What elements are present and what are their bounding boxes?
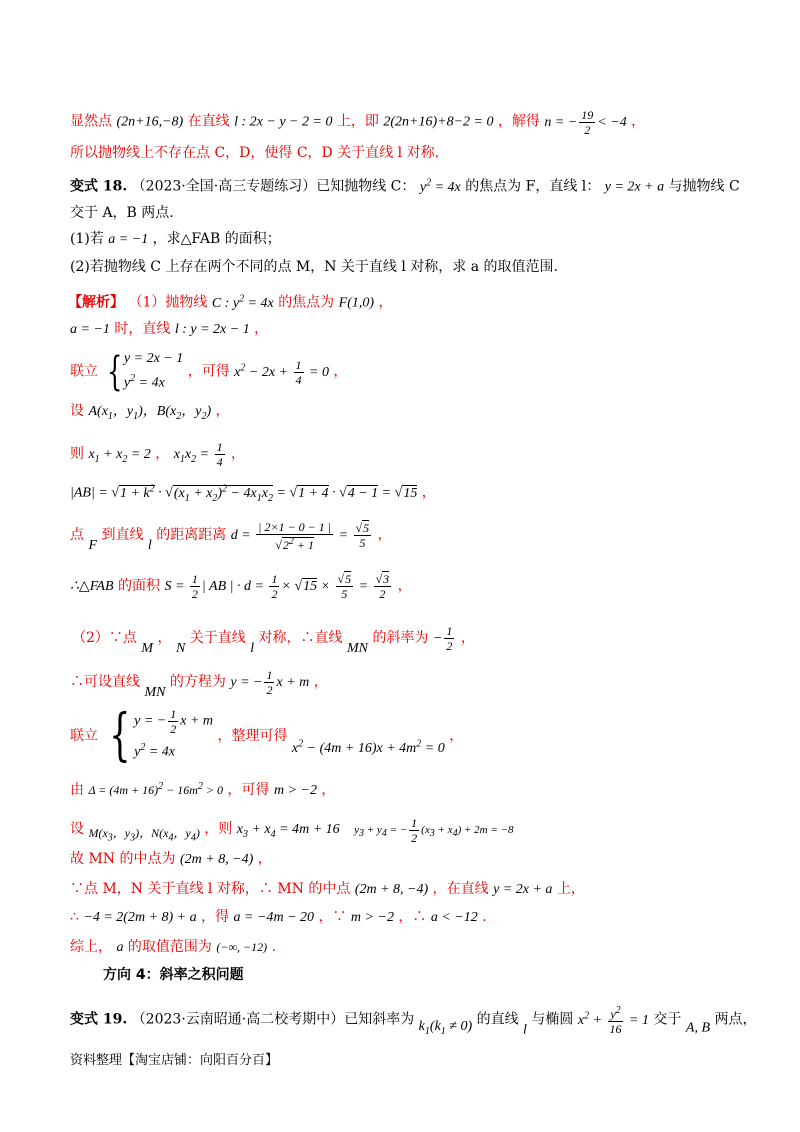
formula: $A(x_1$，$y_1$)，$B(x_2$，$y_2$) — [88, 404, 212, 422]
text: 的方程为 — [169, 674, 226, 690]
analysis-tag: 【解析】 — [68, 294, 124, 311]
text: 在直线 — [187, 113, 230, 130]
section-heading: 方向 4：斜率之积问题 — [103, 967, 244, 983]
text: 故 MN 的中点为 — [70, 851, 176, 867]
text: ， — [378, 294, 393, 311]
text: ∴ — [70, 909, 79, 925]
line-14 — [70, 566, 740, 607]
text: 的焦点为 — [278, 294, 335, 311]
formula: $y^2 = 4x$ — [419, 177, 461, 195]
text: 联立 — [70, 728, 98, 744]
line-3 — [70, 172, 740, 199]
text: 设 — [70, 821, 84, 837]
text: 的斜率为 — [372, 630, 429, 646]
text: ， — [321, 782, 336, 798]
formula: C : $y^2 = 4x$ — [211, 293, 274, 311]
exercise-label: 变式 18. — [70, 178, 128, 195]
text: （2）∵点 — [72, 630, 137, 646]
text: ，整理可得 — [217, 728, 288, 744]
formula: $|AB| = √1 + k^2 \cdot √(x_1 + x_2)^2 - 4x_1x_2 = √1 + 4 \cdot √4 - 1 = √15$ — [70, 483, 418, 504]
line-17 — [70, 703, 740, 779]
text: （2023·云南昭通·高二校考期中）已知斜率为 — [131, 1011, 415, 1028]
line-1 — [70, 108, 740, 137]
formula: $\Delta = (4m + 16)^2 - 16m^2 > 0$ — [88, 781, 224, 797]
line-4: 交于 A，B 两点. — [70, 205, 174, 221]
formula: (2n+16,−8) — [116, 114, 184, 130]
text: ，∴ — [398, 909, 427, 925]
text: ， — [254, 321, 269, 337]
text: 上， — [556, 881, 585, 897]
text: ，解得 — [497, 113, 540, 130]
line-9 — [70, 346, 740, 395]
formula: d = $\frac{| 2\times 1 - 0 - 1 |}{√2^2 + 1}$ = $\frac{√5}{5}$ — [230, 519, 370, 552]
text: ，则 — [204, 821, 233, 837]
text: 的距离距离 — [156, 527, 227, 543]
line-11 — [70, 436, 740, 478]
formula: MN — [347, 641, 368, 656]
text: ， — [449, 728, 464, 744]
line-6: (2)若抛物线 C 上存在两个不同的点 M，N 关于直线 l 对称，求 a 的取值范围. — [70, 259, 559, 275]
text: 的面积 — [118, 578, 160, 594]
text: 点 — [70, 527, 84, 543]
formula: $x^2 - 2x$ + $\frac{1}{4}$ = 0 — [234, 357, 329, 387]
text: ， — [377, 527, 392, 543]
text: ，求△FAB 的面积； — [152, 231, 281, 247]
formula: y = 2x + a — [493, 882, 553, 897]
formula: n = − $\frac{19}{2}$ < −4 — [544, 108, 627, 137]
text: ，∵ — [318, 909, 347, 925]
formula: $x_1 + x_2 = 2$ — [88, 447, 151, 465]
formula: l — [523, 1022, 527, 1038]
text: 设 — [70, 403, 84, 419]
text: ， — [313, 674, 328, 690]
text: . — [271, 939, 277, 955]
formula: $x^2$ + $\frac{y^2}{16}$ = 1 — [577, 1005, 649, 1037]
text: . — [482, 909, 487, 925]
formula: N — [175, 641, 186, 656]
line-10 — [70, 400, 740, 428]
line-7 — [68, 288, 740, 315]
formula: A, B — [685, 1020, 710, 1036]
text: 时，直线 — [114, 321, 171, 337]
text: 两点， — [714, 1011, 757, 1028]
text: ，可得 — [227, 782, 270, 798]
formula: (2m + 8, −4) — [179, 852, 254, 867]
formula: a — [116, 940, 124, 955]
text: 的焦点为 F，直线 l： — [465, 178, 601, 195]
text: ， — [257, 851, 272, 867]
formula: a = −4m − 20 — [233, 910, 315, 925]
text: ， — [157, 630, 172, 646]
formula: $k_1(k_1 \ne 0)$ — [418, 1018, 473, 1037]
formula: (2m + 8, −4) — [354, 882, 429, 897]
text: 由 — [70, 782, 84, 798]
formula: a = −1 — [108, 232, 149, 247]
formula: $M(x_3$，$y_3$)，$N(x_4$，$y_4$) — [88, 826, 200, 844]
text: （1）抛物线 — [128, 294, 208, 311]
text: ， — [460, 630, 475, 646]
text: ，可得 — [187, 363, 230, 380]
formula: S = $\frac{1}{2}$ | AB | · d = $\frac{1}{2}$ × √15 × $\frac{√5}{5}$ = $\frac{√3}{2}$ — [164, 572, 390, 602]
text: （2023·全国·高三专题练习）已知抛物线 C： — [131, 178, 416, 195]
formula: − $\frac{1}{2}$ — [432, 624, 453, 654]
formula: ∴△FAB — [70, 579, 114, 594]
formula: a = −1 — [70, 322, 110, 337]
text: ， — [397, 578, 412, 594]
text: 交于 — [653, 1011, 682, 1028]
text: 与椭圆 — [531, 1011, 574, 1028]
text: 的取值范围为 — [127, 939, 212, 955]
text: ∴可设直线 — [70, 674, 140, 690]
formula: F — [88, 538, 98, 553]
text: 对称，∴直线 — [258, 630, 343, 646]
formula: 2(2n+16)+8−2 = 0 — [383, 114, 494, 130]
page-footer: 资料整理【淘宝店铺：向阳百分百】 — [70, 1053, 279, 1068]
text: ， — [421, 484, 436, 501]
text: 综上， — [70, 939, 112, 955]
text: ，在直线 — [432, 881, 489, 897]
line-13 — [70, 512, 740, 569]
line-12 — [70, 478, 740, 509]
formula: l : 2x − y − 2 = 0 — [234, 114, 333, 130]
text: 关于直线 — [189, 630, 246, 646]
formula: $x_3 + x_4 = 4m + 16$ — [236, 822, 340, 840]
formula: M — [141, 641, 154, 656]
text: 联立 — [70, 363, 98, 380]
formula: $x^2 - (4m + 16)x + 4m^2 = 0$ — [291, 738, 445, 756]
equation-system: { y = − $\frac{1}{2}$ x + m $y^2 = 4x$ — [109, 703, 214, 768]
line-18 — [70, 776, 740, 802]
line-21 — [70, 878, 740, 901]
text: ， — [631, 113, 646, 130]
formula: l — [250, 641, 255, 656]
text: ∵点 M，N 关于直线 l 对称，∴ MN 的中点 — [70, 881, 351, 897]
text: 到直线 — [101, 527, 144, 543]
text: 则 — [70, 446, 84, 462]
formula: y = 2x + a — [604, 179, 665, 195]
formula: (−∞, −12) — [216, 940, 268, 954]
line-5 — [70, 228, 740, 251]
text: 的直线 — [476, 1011, 519, 1028]
formula: −4 = 2(2m + 8) + a — [83, 910, 197, 925]
text: 与抛物线 C — [668, 178, 740, 195]
formula: m > −2 — [350, 910, 394, 925]
formula: $x_1x_2$ = $\frac{1}{4}$ — [173, 440, 223, 470]
line-8 — [70, 318, 740, 341]
text: ， — [333, 363, 348, 380]
formula: l — [147, 538, 152, 553]
formula: y = − $\frac{1}{2}$ x + m — [230, 668, 310, 698]
formula: l : y = 2x − 1 — [174, 322, 250, 337]
line-22 — [70, 906, 740, 929]
formula: MN — [144, 685, 166, 700]
text: 上，即 — [336, 113, 379, 130]
formula: m > −2 — [273, 783, 317, 798]
line-2: 所以抛物线上不存在点 C，D，使得 C，D 关于直线 l 对称. — [70, 145, 440, 161]
formula: a < −12 — [430, 910, 478, 925]
text: ，得 — [201, 909, 230, 925]
equation-system: { y = 2x − 1 $y^2 = 4x$ — [107, 348, 184, 395]
line-25 — [70, 996, 757, 1051]
line-23 — [70, 936, 740, 959]
text: ， — [155, 446, 170, 462]
text: ， — [215, 403, 230, 419]
exercise-label: 变式 19. — [70, 1011, 128, 1028]
text: (1)若 — [70, 231, 104, 247]
text: ， — [231, 446, 246, 462]
text: 显然点 — [70, 113, 112, 130]
formula: $y_3 + y_4$ = − $\frac{1}{2}$ $(x_3 + x_4) + 2m = -8$ — [354, 815, 514, 845]
formula: F(1,0) — [338, 295, 375, 311]
line-20 — [70, 848, 740, 871]
